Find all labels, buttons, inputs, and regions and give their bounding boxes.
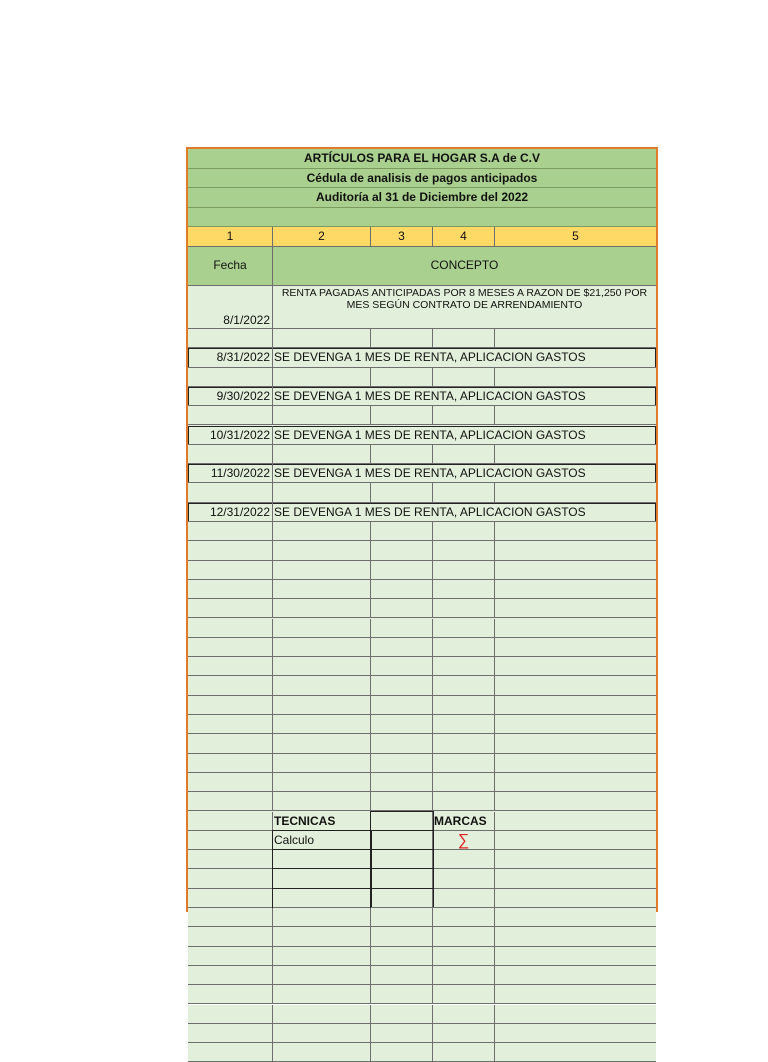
- blank-row: [188, 734, 656, 753]
- grid-cell: [433, 985, 495, 1004]
- entry-date: 8/31/2022: [188, 348, 273, 367]
- marcas-label: MARCAS: [433, 812, 495, 831]
- grid-cell: [273, 792, 371, 811]
- grid-cell: [495, 985, 656, 1004]
- grid-cell: [273, 619, 371, 638]
- grid-cell: [273, 966, 371, 985]
- entry-date: 11/30/2022: [188, 464, 273, 483]
- entry-concept: SE DEVENGA 1 MES DE RENTA, APLICACION GASTOS: [273, 426, 656, 445]
- blank-row: [188, 619, 656, 638]
- grid-cell: [495, 329, 656, 348]
- grid-cell: [495, 580, 656, 599]
- grid-cell: [371, 792, 433, 811]
- grid-cell: [188, 927, 273, 946]
- grid-cell: [273, 676, 371, 695]
- grid-cell: [371, 329, 433, 348]
- blank-row: [188, 445, 656, 464]
- grid-cell: [371, 696, 433, 715]
- grid-cell: [433, 638, 495, 657]
- grid-cell: [433, 715, 495, 734]
- grid-cell: [273, 927, 371, 946]
- grid-cell: [188, 792, 273, 811]
- grid-cell: [188, 329, 273, 348]
- grid-cell: [188, 773, 273, 792]
- grid-cell: [371, 445, 433, 464]
- grid-cell: [433, 927, 495, 946]
- audit-worksheet: [186, 147, 658, 912]
- grid-cell: [495, 1005, 656, 1024]
- grid-cell: [188, 406, 273, 425]
- grid-cell: [273, 541, 371, 560]
- column-number-row: [188, 227, 656, 247]
- grid-cell: [433, 599, 495, 618]
- grid-cell: [188, 445, 273, 464]
- grid-cell: [273, 889, 371, 908]
- grid-cell: [188, 850, 273, 869]
- entry-concept: SE DEVENGA 1 MES DE RENTA, APLICACION GASTOS: [273, 348, 656, 367]
- grid-cell: [433, 445, 495, 464]
- grid-cell: [371, 812, 433, 831]
- blank-row: [188, 1024, 656, 1043]
- grid-cell: [273, 773, 371, 792]
- grid-cell: [433, 773, 495, 792]
- entry-row: [188, 426, 656, 445]
- grid-cell: [188, 483, 273, 502]
- grid-cell: [433, 1024, 495, 1043]
- col-number-5: 5: [495, 227, 656, 247]
- grid-cell: [433, 561, 495, 580]
- grid-cell: [273, 406, 371, 425]
- grid-cell: [188, 985, 273, 1004]
- grid-cell: [433, 1005, 495, 1024]
- header-fecha: Fecha: [188, 247, 273, 286]
- grid-cell: [495, 657, 656, 676]
- blank-row: [188, 1005, 656, 1024]
- col-number-1: 1: [188, 227, 273, 247]
- grid-cell: [188, 908, 273, 927]
- grid-cell: [371, 850, 433, 869]
- grid-cell: [371, 676, 433, 695]
- blank-row: [188, 985, 656, 1004]
- grid-cell: [273, 329, 371, 348]
- grid-cell: [371, 1005, 433, 1024]
- first-entry-row: [188, 286, 656, 329]
- blank-row: [188, 869, 656, 888]
- tecnica-calculo: Calculo: [273, 831, 371, 850]
- grid-cell: [273, 580, 371, 599]
- entry-row: [188, 464, 656, 483]
- blank-title-row: [188, 208, 656, 227]
- grid-cell: [273, 483, 371, 502]
- grid-cell: [273, 1024, 371, 1043]
- grid-cell: [273, 561, 371, 580]
- col-number-4: 4: [433, 227, 495, 247]
- grid-cell: [371, 561, 433, 580]
- blank-row: [188, 773, 656, 792]
- grid-cell: [371, 754, 433, 773]
- grid-cell: [495, 676, 656, 695]
- company-title: [188, 149, 656, 169]
- grid-cell: [188, 368, 273, 387]
- grid-cell: [433, 580, 495, 599]
- grid-cell: [371, 368, 433, 387]
- grid-cell: [273, 657, 371, 676]
- grid-cell: [273, 908, 371, 927]
- grid-cell: [371, 927, 433, 946]
- grid-cell: [371, 1043, 433, 1062]
- entry-row: [188, 503, 656, 522]
- grid-cell: [433, 947, 495, 966]
- grid-cell: [371, 715, 433, 734]
- grid-cell: [433, 889, 495, 908]
- grid-cell: [273, 599, 371, 618]
- grid-cell: [433, 522, 495, 541]
- grid-cell: [371, 966, 433, 985]
- schedule-subtitle: [188, 169, 656, 188]
- grid-cell: [495, 696, 656, 715]
- grid-cell: [371, 889, 433, 908]
- grid-cell: [273, 1043, 371, 1062]
- tecnicas-label: TECNICAS: [273, 812, 371, 831]
- grid-cell: [273, 734, 371, 753]
- entry-concept: SE DEVENGA 1 MES DE RENTA, APLICACION GASTOS: [273, 387, 656, 406]
- grid-cell: [371, 985, 433, 1004]
- grid-cell: [371, 947, 433, 966]
- grid-cell: [495, 734, 656, 753]
- audit-date-title: [188, 188, 656, 208]
- grid-cell: [371, 657, 433, 676]
- grid-cell: [188, 522, 273, 541]
- entry-row: [188, 387, 656, 406]
- grid-cell: [371, 580, 433, 599]
- header-row: [188, 247, 656, 286]
- grid-cell: [273, 368, 371, 387]
- entry-date: 12/31/2022: [188, 503, 273, 522]
- company-title-text: ARTÍCULOS PARA EL HOGAR S.A de C.V: [303, 151, 540, 165]
- grid-cell: [433, 619, 495, 638]
- grid-cell: [273, 715, 371, 734]
- grid-cell: [495, 406, 656, 425]
- grid-cell: [188, 676, 273, 695]
- first-entry-date: 8/1/2022: [188, 286, 273, 329]
- grid-cell: [495, 619, 656, 638]
- blank-row: [188, 754, 656, 773]
- grid-cell: [188, 754, 273, 773]
- grid-cell: [188, 561, 273, 580]
- blank-row: [188, 406, 656, 425]
- grid-cell: [273, 985, 371, 1004]
- grid-cell: [273, 1005, 371, 1024]
- col-number-2: 2: [273, 227, 371, 247]
- grid-cell: [371, 483, 433, 502]
- grid-cell: [273, 522, 371, 541]
- blank-row: [188, 947, 656, 966]
- grid-cell: [495, 812, 656, 831]
- grid-cell: [371, 869, 433, 888]
- grid-cell: [188, 812, 273, 831]
- grid-cell: [188, 889, 273, 908]
- grid-cell: [371, 734, 433, 753]
- grid-cell: [495, 947, 656, 966]
- entry-concept: SE DEVENGA 1 MES DE RENTA, APLICACION GASTOS: [273, 464, 656, 483]
- grid-cell: [495, 1043, 656, 1062]
- grid-cell: [495, 715, 656, 734]
- grid-cell: [433, 754, 495, 773]
- grid-cell: [433, 676, 495, 695]
- grid-cell: [273, 754, 371, 773]
- grid-cell: [495, 1024, 656, 1043]
- grid-cell: [433, 850, 495, 869]
- grid-cell: [433, 406, 495, 425]
- blank-row: [188, 792, 656, 811]
- grid-cell: [188, 1043, 273, 1062]
- blank-row: [188, 599, 656, 618]
- grid-cell: [495, 754, 656, 773]
- grid-cell: [371, 773, 433, 792]
- grid-cell: [273, 869, 371, 888]
- entry-concept: SE DEVENGA 1 MES DE RENTA, APLICACION GASTOS: [273, 503, 656, 522]
- grid-cell: [495, 541, 656, 560]
- blank-row: [188, 657, 656, 676]
- grid-cell: [495, 638, 656, 657]
- schedule-subtitle-text: Cédula de analisis de pagos anticipados: [306, 171, 538, 185]
- grid-cell: [495, 850, 656, 869]
- grid-cell: [188, 619, 273, 638]
- grid-cell: [273, 850, 371, 869]
- grid-cell: [188, 1024, 273, 1043]
- blank-row: [188, 696, 656, 715]
- legend-calculo-row: [188, 831, 656, 850]
- audit-date-text: Auditoría al 31 de Diciembre del 2022: [315, 190, 529, 204]
- blank-row: [188, 676, 656, 695]
- grid-cell: [273, 638, 371, 657]
- blank-row: [188, 368, 656, 387]
- grid-cell: [188, 831, 273, 850]
- grid-cell: [433, 869, 495, 888]
- grid-cell: [433, 734, 495, 753]
- grid-cell: [273, 696, 371, 715]
- entry-row: [188, 348, 656, 367]
- grid-cell: [495, 599, 656, 618]
- header-concepto: CONCEPTO: [273, 247, 656, 286]
- grid-cell: [188, 696, 273, 715]
- grid-cell: [495, 561, 656, 580]
- grid-cell: [371, 831, 433, 850]
- grid-cell: [433, 368, 495, 387]
- grid-cell: [371, 638, 433, 657]
- blank-row: [188, 850, 656, 869]
- grid-cell: [495, 445, 656, 464]
- grid-cell: [495, 869, 656, 888]
- blank-row: [188, 966, 656, 985]
- sigma-mark-icon: ∑: [433, 831, 495, 850]
- legend-header-row: [188, 812, 656, 831]
- grid-cell: [371, 619, 433, 638]
- grid-cell: [433, 966, 495, 985]
- grid-cell: [433, 908, 495, 927]
- grid-cell: [495, 368, 656, 387]
- grid-cell: [433, 1043, 495, 1062]
- grid-cell: [188, 869, 273, 888]
- grid-cell: [188, 734, 273, 753]
- blank-row: [188, 715, 656, 734]
- grid-cell: [371, 908, 433, 927]
- grid-cell: [188, 599, 273, 618]
- blank-row: [188, 1043, 656, 1062]
- blank-row: [188, 522, 656, 541]
- col-number-3: 3: [371, 227, 433, 247]
- grid-cell: [371, 1024, 433, 1043]
- grid-cell: [495, 773, 656, 792]
- grid-cell: [188, 657, 273, 676]
- grid-cell: [273, 947, 371, 966]
- grid-cell: [495, 966, 656, 985]
- grid-cell: [371, 406, 433, 425]
- blank-row: [188, 329, 656, 348]
- blank-row: [188, 638, 656, 657]
- grid-cell: [433, 541, 495, 560]
- grid-cell: [188, 947, 273, 966]
- blank-row: [188, 561, 656, 580]
- entry-date: 9/30/2022: [188, 387, 273, 406]
- grid-cell: [433, 483, 495, 502]
- blank-row: [188, 889, 656, 908]
- first-entry-concept: RENTA PAGADAS ANTICIPADAS POR 8 MESES A RAZON DE $21,250 POR MES SEGÚN CONTRATO DE ARRENDAMIENTO: [273, 286, 656, 329]
- grid-cell: [433, 657, 495, 676]
- grid-cell: [495, 908, 656, 927]
- grid-cell: [495, 483, 656, 502]
- grid-cell: [495, 792, 656, 811]
- grid-cell: [495, 927, 656, 946]
- blank-row: [188, 908, 656, 927]
- entry-date: 10/31/2022: [188, 426, 273, 445]
- grid-cell: [433, 696, 495, 715]
- grid-cell: [188, 1005, 273, 1024]
- blank-row: [188, 483, 656, 502]
- grid-cell: [273, 445, 371, 464]
- grid-cell: [188, 715, 273, 734]
- blank-row: [188, 580, 656, 599]
- grid-cell: [371, 541, 433, 560]
- grid-cell: [188, 541, 273, 560]
- grid-cell: [495, 889, 656, 908]
- grid-cell: [433, 792, 495, 811]
- blank-row: [188, 927, 656, 946]
- blank-row: [188, 541, 656, 560]
- grid-cell: [371, 599, 433, 618]
- grid-cell: [495, 831, 656, 850]
- grid-cell: [188, 580, 273, 599]
- grid-cell: [188, 638, 273, 657]
- grid-cell: [188, 966, 273, 985]
- grid-cell: [433, 329, 495, 348]
- grid-cell: [495, 522, 656, 541]
- grid-cell: [371, 522, 433, 541]
